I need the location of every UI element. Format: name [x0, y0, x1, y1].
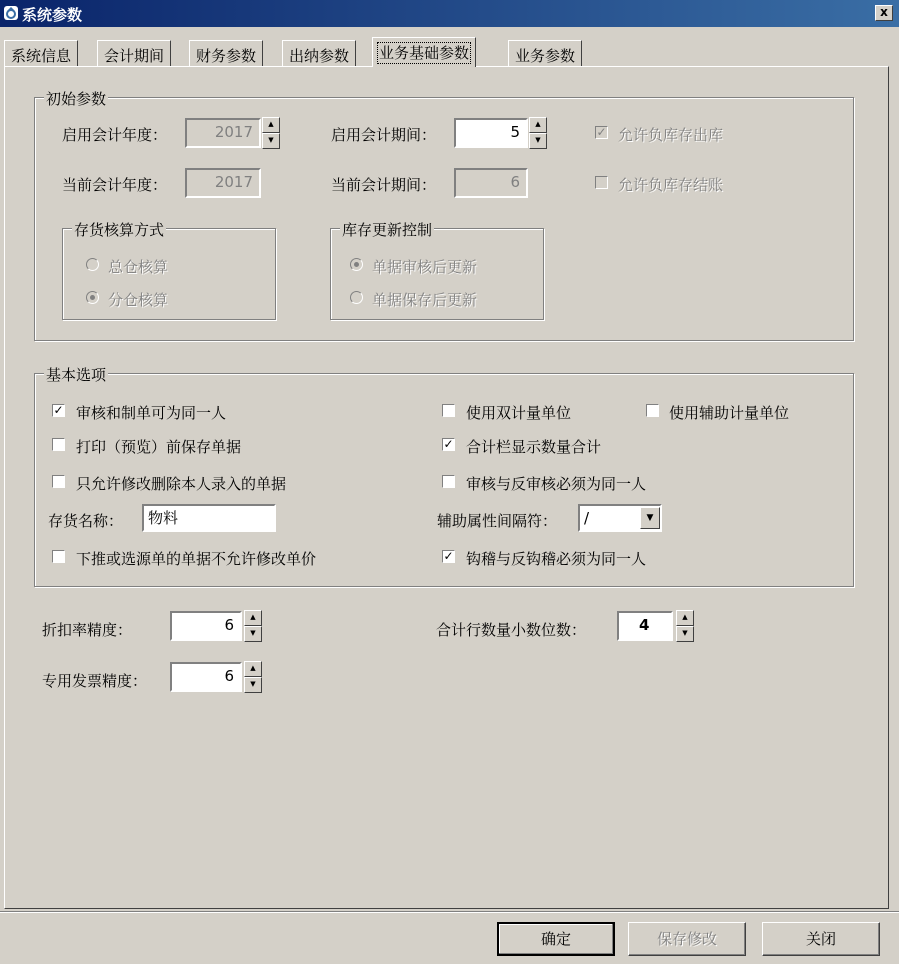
total-decimals-spinner[interactable] [676, 610, 694, 642]
save-before-print-label: 打印（预览）前保存单据 [76, 438, 242, 456]
tab-finance-params[interactable] [189, 40, 263, 66]
spin-up-icon[interactable]: ▲ [676, 610, 694, 626]
app-icon [4, 6, 18, 20]
inventory-name-label: 存货名称： [48, 512, 124, 530]
verify-same-person-checkbox[interactable]: ✓ [443, 549, 454, 563]
dual-unit-checkbox[interactable] [442, 404, 455, 417]
spin-down-icon[interactable]: ▼ [529, 133, 547, 149]
spin-up-icon[interactable]: ▲ [244, 610, 262, 626]
audit-unaudit-same-label: 审核与反审核必须为同一人 [466, 475, 647, 493]
tab-label: 业务基础参数 [379, 44, 470, 62]
costing-total-radio[interactable] [86, 258, 99, 271]
current-year-field: 2017 [185, 168, 261, 198]
spin-down-icon[interactable]: ▼ [262, 133, 280, 149]
spin-up-icon[interactable]: ▲ [262, 117, 280, 133]
update-on-save-label: 单据保存后更新 [372, 291, 478, 309]
costing-method-title: 存货核算方式 [74, 221, 165, 239]
basic-options-title: 基本选项 [46, 366, 107, 384]
invoice-precision-spinner[interactable] [244, 661, 262, 693]
discount-precision-label: 折扣率精度： [42, 621, 133, 639]
save-changes-button[interactable]: 保存修改 [628, 922, 746, 956]
tab-accounting-period[interactable] [97, 40, 171, 66]
tab-label: 业务参数 [515, 47, 576, 65]
close-button[interactable]: 关闭 [762, 922, 880, 956]
start-year-field[interactable]: 2017 [185, 118, 261, 148]
invoice-precision-label: 专用发票精度： [42, 672, 148, 690]
spin-up-icon[interactable]: ▲ [529, 117, 547, 133]
current-period-field: 6 [454, 168, 528, 198]
start-period-spinner[interactable] [529, 117, 547, 149]
initial-params-title: 初始参数 [46, 90, 107, 108]
aux-unit-label: 使用辅助计量单位 [669, 404, 790, 422]
invoice-precision-field[interactable]: 6 [170, 662, 242, 692]
ok-button[interactable]: 确定 [497, 922, 615, 956]
verify-same-person-label: 钩稽与反钩稽必须为同一人 [466, 550, 647, 568]
start-year-label: 启用会计年度： [62, 126, 168, 144]
dual-unit-label: 使用双计量单位 [466, 404, 572, 422]
audit-same-person-label: 审核和制单可为同一人 [76, 404, 227, 422]
update-on-audit-label: 单据审核后更新 [372, 258, 478, 276]
spin-up-icon[interactable]: ▲ [244, 661, 262, 677]
allow-negative-outbound-label: 允许负库存出库 [618, 126, 724, 144]
chevron-down-icon[interactable]: ▼ [640, 507, 660, 529]
tab-system-info[interactable] [4, 40, 78, 66]
show-qty-total-label: 合计栏显示数量合计 [466, 438, 602, 456]
current-period-label: 当前会计期间： [331, 176, 437, 194]
allow-negative-outbound-checkbox[interactable]: ✓ [596, 125, 607, 139]
stock-update-title: 库存更新控制 [342, 221, 433, 239]
tab-cashier-params[interactable] [282, 40, 356, 66]
spin-down-icon[interactable]: ▼ [676, 626, 694, 642]
aux-separator-select[interactable]: / [578, 504, 662, 532]
window-title: 系统参数 [22, 6, 83, 24]
spin-down-icon[interactable]: ▼ [244, 626, 262, 642]
total-decimals-field[interactable]: 4 [617, 611, 673, 641]
total-decimals-label: 合计行数量小数位数： [436, 621, 587, 639]
start-period-label: 启用会计期间： [331, 126, 437, 144]
no-edit-price-label: 下推或选源单的单据不允许修改单价 [76, 550, 317, 568]
costing-total-label: 总仓核算 [108, 258, 169, 276]
update-on-save-radio[interactable] [350, 291, 363, 304]
discount-precision-spinner[interactable] [244, 610, 262, 642]
footer-separator [0, 911, 899, 913]
costing-branch-label: 分仓核算 [108, 291, 169, 309]
inventory-name-input[interactable]: 物料 [142, 504, 276, 532]
tab-business-base-params[interactable] [372, 37, 476, 67]
show-qty-total-checkbox[interactable]: ✓ [443, 437, 454, 451]
costing-method-group [62, 228, 276, 320]
tab-label: 财务参数 [196, 47, 257, 65]
close-window-button[interactable]: x [875, 5, 893, 21]
only-own-docs-checkbox[interactable] [52, 475, 65, 488]
title-bar [0, 0, 899, 27]
tab-label: 出纳参数 [289, 47, 350, 65]
update-on-audit-radio[interactable] [350, 258, 363, 271]
tab-business-params[interactable] [508, 40, 582, 66]
costing-branch-radio[interactable] [86, 291, 99, 304]
aux-unit-checkbox[interactable] [646, 404, 659, 417]
start-year-spinner[interactable] [262, 117, 280, 149]
discount-precision-field[interactable]: 6 [170, 611, 242, 641]
aux-separator-label: 辅助属性间隔符： [437, 512, 558, 530]
tab-label: 系统信息 [11, 47, 72, 65]
audit-unaudit-same-checkbox[interactable] [442, 475, 455, 488]
spin-down-icon[interactable]: ▼ [244, 677, 262, 693]
tab-label: 会计期间 [104, 47, 165, 65]
start-period-field[interactable]: 5 [454, 118, 528, 148]
allow-negative-close-label: 允许负库存结账 [618, 176, 724, 194]
current-year-label: 当前会计年度： [62, 176, 168, 194]
only-own-docs-label: 只允许修改删除本人录入的单据 [76, 475, 287, 493]
save-before-print-checkbox[interactable] [52, 438, 65, 451]
allow-negative-close-checkbox[interactable] [595, 176, 608, 189]
audit-same-person-checkbox[interactable]: ✓ [53, 403, 64, 417]
no-edit-price-checkbox[interactable] [52, 550, 65, 563]
